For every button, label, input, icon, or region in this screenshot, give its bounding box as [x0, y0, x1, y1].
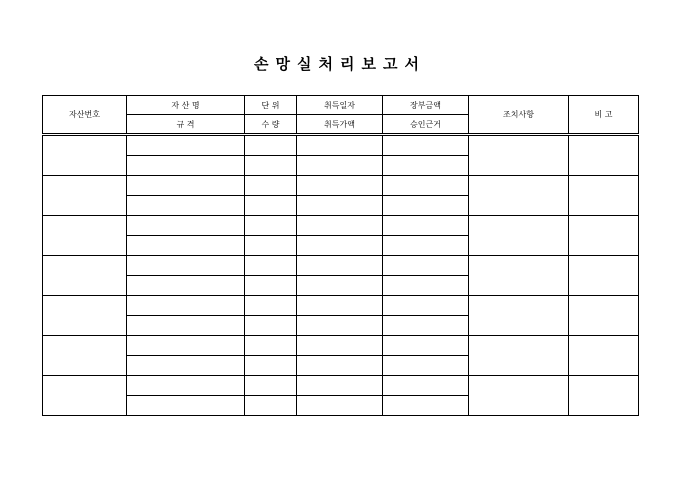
cell-spec[interactable]: [127, 356, 245, 376]
cell-spec[interactable]: [127, 236, 245, 256]
cell-action[interactable]: [469, 376, 569, 416]
cell-approval-basis[interactable]: [383, 316, 469, 336]
cell-approval-basis[interactable]: [383, 276, 469, 296]
cell-book-value[interactable]: [383, 256, 469, 276]
cell-spec[interactable]: [127, 396, 245, 416]
cell-book-value[interactable]: [383, 216, 469, 236]
header-book-value: 장부금액: [383, 96, 469, 115]
cell-remarks[interactable]: [569, 216, 639, 256]
table-row: [43, 336, 639, 356]
cell-spec[interactable]: [127, 316, 245, 336]
cell-asset-no[interactable]: [43, 336, 127, 376]
cell-book-value[interactable]: [383, 176, 469, 196]
cell-acquire-date[interactable]: [297, 336, 383, 356]
cell-action[interactable]: [469, 296, 569, 336]
cell-approval-basis[interactable]: [383, 196, 469, 216]
cell-book-value[interactable]: [383, 376, 469, 396]
cell-remarks[interactable]: [569, 336, 639, 376]
cell-approval-basis[interactable]: [383, 356, 469, 376]
header-remarks: 비 고: [569, 96, 639, 135]
cell-book-value[interactable]: [383, 296, 469, 316]
cell-asset-name[interactable]: [127, 256, 245, 276]
cell-remarks[interactable]: [569, 135, 639, 176]
cell-acquire-date[interactable]: [297, 296, 383, 316]
cell-acquire-price[interactable]: [297, 196, 383, 216]
cell-action[interactable]: [469, 256, 569, 296]
table-row: [43, 135, 639, 156]
cell-unit[interactable]: [245, 256, 297, 276]
cell-asset-no[interactable]: [43, 216, 127, 256]
cell-spec[interactable]: [127, 156, 245, 176]
cell-unit[interactable]: [245, 336, 297, 356]
cell-quantity[interactable]: [245, 396, 297, 416]
header-spec: 규 격: [127, 115, 245, 135]
table-row: [43, 376, 639, 396]
cell-spec[interactable]: [127, 276, 245, 296]
cell-acquire-date[interactable]: [297, 376, 383, 396]
cell-spec[interactable]: [127, 196, 245, 216]
cell-quantity[interactable]: [245, 316, 297, 336]
cell-action[interactable]: [469, 135, 569, 176]
document-title: 손망실처리보고서: [254, 55, 426, 73]
cell-acquire-price[interactable]: [297, 356, 383, 376]
cell-asset-name[interactable]: [127, 336, 245, 356]
cell-acquire-date[interactable]: [297, 176, 383, 196]
header-asset-name: 자 산 명: [127, 96, 245, 115]
cell-acquire-price[interactable]: [297, 276, 383, 296]
cell-approval-basis[interactable]: [383, 236, 469, 256]
cell-remarks[interactable]: [569, 376, 639, 416]
cell-asset-no[interactable]: [43, 256, 127, 296]
cell-asset-no[interactable]: [43, 296, 127, 336]
cell-action[interactable]: [469, 216, 569, 256]
cell-unit[interactable]: [245, 296, 297, 316]
cell-remarks[interactable]: [569, 176, 639, 216]
cell-asset-no[interactable]: [43, 135, 127, 176]
cell-asset-name[interactable]: [127, 296, 245, 316]
cell-asset-name[interactable]: [127, 216, 245, 236]
loss-report-table: [42, 95, 639, 416]
cell-quantity[interactable]: [245, 156, 297, 176]
cell-acquire-price[interactable]: [297, 156, 383, 176]
header-asset-no: 자산번호: [43, 96, 127, 135]
header-acquire-date: 취득일자: [297, 96, 383, 115]
cell-acquire-price[interactable]: [297, 236, 383, 256]
cell-unit[interactable]: [245, 216, 297, 236]
cell-asset-name[interactable]: [127, 135, 245, 156]
cell-remarks[interactable]: [569, 256, 639, 296]
cell-unit[interactable]: [245, 135, 297, 156]
cell-acquire-price[interactable]: [297, 396, 383, 416]
cell-asset-no[interactable]: [43, 376, 127, 416]
header-acquire-price: 취득가액: [297, 115, 383, 135]
table-row: [43, 176, 639, 196]
cell-acquire-date[interactable]: [297, 216, 383, 236]
cell-approval-basis[interactable]: [383, 396, 469, 416]
header-approval-basis: 승인근거: [383, 115, 469, 135]
header-quantity: 수 량: [245, 115, 297, 135]
table-row: [43, 216, 639, 236]
cell-book-value[interactable]: [383, 135, 469, 156]
table-header: [43, 96, 639, 135]
header-action: 조치사항: [469, 96, 569, 135]
cell-quantity[interactable]: [245, 196, 297, 216]
cell-book-value[interactable]: [383, 336, 469, 356]
cell-asset-name[interactable]: [127, 376, 245, 396]
cell-approval-basis[interactable]: [383, 156, 469, 176]
cell-asset-name[interactable]: [127, 176, 245, 196]
cell-action[interactable]: [469, 176, 569, 216]
cell-unit[interactable]: [245, 176, 297, 196]
cell-action[interactable]: [469, 336, 569, 376]
table-body: [43, 135, 639, 416]
cell-unit[interactable]: [245, 376, 297, 396]
cell-asset-no[interactable]: [43, 176, 127, 216]
header-unit: 단 위: [245, 96, 297, 115]
cell-remarks[interactable]: [569, 296, 639, 336]
cell-acquire-date[interactable]: [297, 135, 383, 156]
cell-quantity[interactable]: [245, 236, 297, 256]
cell-quantity[interactable]: [245, 356, 297, 376]
table-row: [43, 256, 639, 276]
cell-quantity[interactable]: [245, 276, 297, 296]
cell-acquire-date[interactable]: [297, 256, 383, 276]
table-row: [43, 296, 639, 316]
cell-acquire-price[interactable]: [297, 316, 383, 336]
